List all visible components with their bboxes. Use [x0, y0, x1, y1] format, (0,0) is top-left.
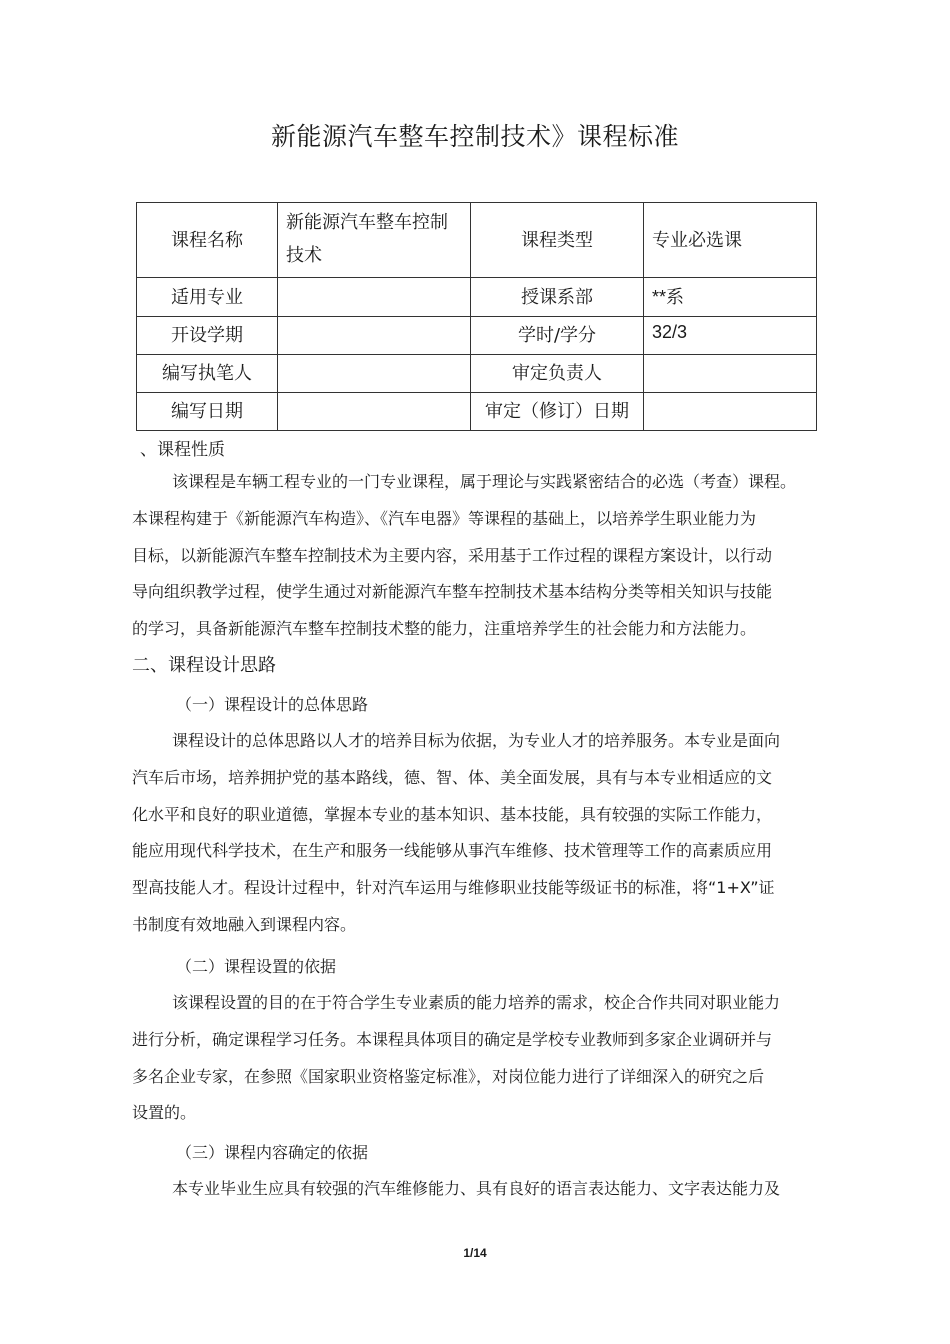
major-label: 适用专业: [137, 278, 278, 317]
paragraph-line: 课程设计的总体思路以人才的培养目标为依据，为专业人才的培养服务。本专业是面向: [172, 731, 781, 750]
section-heading-design: 二、课程设计思路: [132, 655, 276, 676]
table-row: [137, 355, 817, 393]
dept-label: 授课系部: [471, 278, 644, 317]
paragraph-line: 本课程构建于《新能源汽车构造》、《汽车电器》等课程的基础上，以培养学生职业能力为: [132, 508, 757, 528]
course-type-value: 专业必选课: [644, 203, 817, 278]
course-name-value: [278, 203, 471, 278]
author-value: [278, 355, 471, 393]
paragraph-line: 设置的。: [132, 1103, 197, 1123]
table-row: [137, 393, 817, 431]
hours-value: 32/3: [644, 317, 817, 355]
paragraph-basis: [132, 985, 832, 1132]
paragraph-line: 进行分析，确定课程学习任务。本课程具体项目的确定是学校专业教师到多家企业调研并与: [132, 1029, 773, 1049]
paragraph-line: 目标，以新能源汽车整车控制技术为主要内容，采用基于工作过程的课程方案设计，以行动: [132, 545, 773, 565]
major-value: [278, 278, 471, 317]
paragraph-line: 能应用现代科学技术，在生产和服务一线能够从事汽车维修、技术管理等工作的高素质应用: [132, 841, 773, 861]
paragraph-content-basis: [132, 1171, 832, 1208]
date-label: 编写日期: [137, 393, 278, 431]
table-row: [137, 203, 817, 278]
course-name-label: 课程名称: [137, 203, 278, 278]
document-title: 新能源汽车整车控制技术》课程标准: [270, 122, 679, 151]
paragraph-line: 多名企业专家，在参照《国家职业资格鉴定标准》，对岗位能力进行了详细深入的研究之后: [132, 1066, 765, 1086]
subsection-heading-overall: （一）课程设计的总体思路: [176, 695, 369, 714]
paragraph-line: 该课程是车辆工程专业的一门专业课程，属于理论与实践紧密结合的必选（考查）课程。: [172, 472, 797, 491]
table-row: [137, 278, 817, 317]
section-heading-course-nature: 、课程性质: [140, 440, 225, 460]
paragraph-line: 型高技能人才。程设计过程中，针对汽车运用与维修职业技能等级证书的标准，将“1+X”证: [132, 878, 775, 898]
course-name-line1: 新能源汽车整车控制: [286, 212, 448, 233]
paragraph-line: 书制度有效地融入到课程内容。: [132, 914, 357, 934]
paragraph-line: 的学习，具备新能源汽车整车控制技术整的能力，注重培养学生的社会能力和方法能力。: [132, 619, 757, 639]
paragraph-overall: [132, 723, 832, 944]
paragraph-line: 汽车后市场，培养拥护党的基本路线，德、智、体、美全面发展，具有与本专业相适应的文: [132, 767, 773, 787]
page-number: 1/14: [463, 1246, 487, 1260]
course-type-label: 课程类型: [471, 203, 644, 278]
paragraph-line: 该课程设置的目的在于符合学生专业素质的能力培养的需求，校企合作共同对职业能力: [172, 993, 781, 1012]
paragraph-line: 导向组织教学过程，使学生通过对新能源汽车整车控制技术基本结构分类等相关知识与技能: [132, 582, 773, 602]
paragraph-line: 本专业毕业生应具有较强的汽车维修能力、具有良好的语言表达能力、文字表达能力及: [172, 1179, 781, 1198]
reviewer-label: 审定负责人: [471, 355, 644, 393]
table-row: [137, 317, 817, 355]
hours-label: 学时/学分: [471, 317, 644, 355]
term-label: 开设学期: [137, 317, 278, 355]
dept-value: **系: [644, 278, 817, 317]
review-date-label: 审定（修订）日期: [471, 393, 644, 431]
subsection-heading-content-basis: （三）课程内容确定的依据: [176, 1143, 369, 1162]
review-date-value: [644, 393, 817, 431]
term-value: [278, 317, 471, 355]
paragraph-course-nature: [132, 464, 852, 648]
course-name-line2: 技术: [286, 245, 322, 266]
paragraph-line: 化水平和良好的职业道德，掌握本专业的基本知识、基本技能，具有较强的实际工作能力，: [132, 804, 773, 824]
reviewer-value: [644, 355, 817, 393]
author-label: 编写执笔人: [137, 355, 278, 393]
subsection-heading-basis: （二）课程设置的依据: [176, 957, 337, 976]
date-value: [278, 393, 471, 431]
course-info-table: [136, 202, 817, 431]
